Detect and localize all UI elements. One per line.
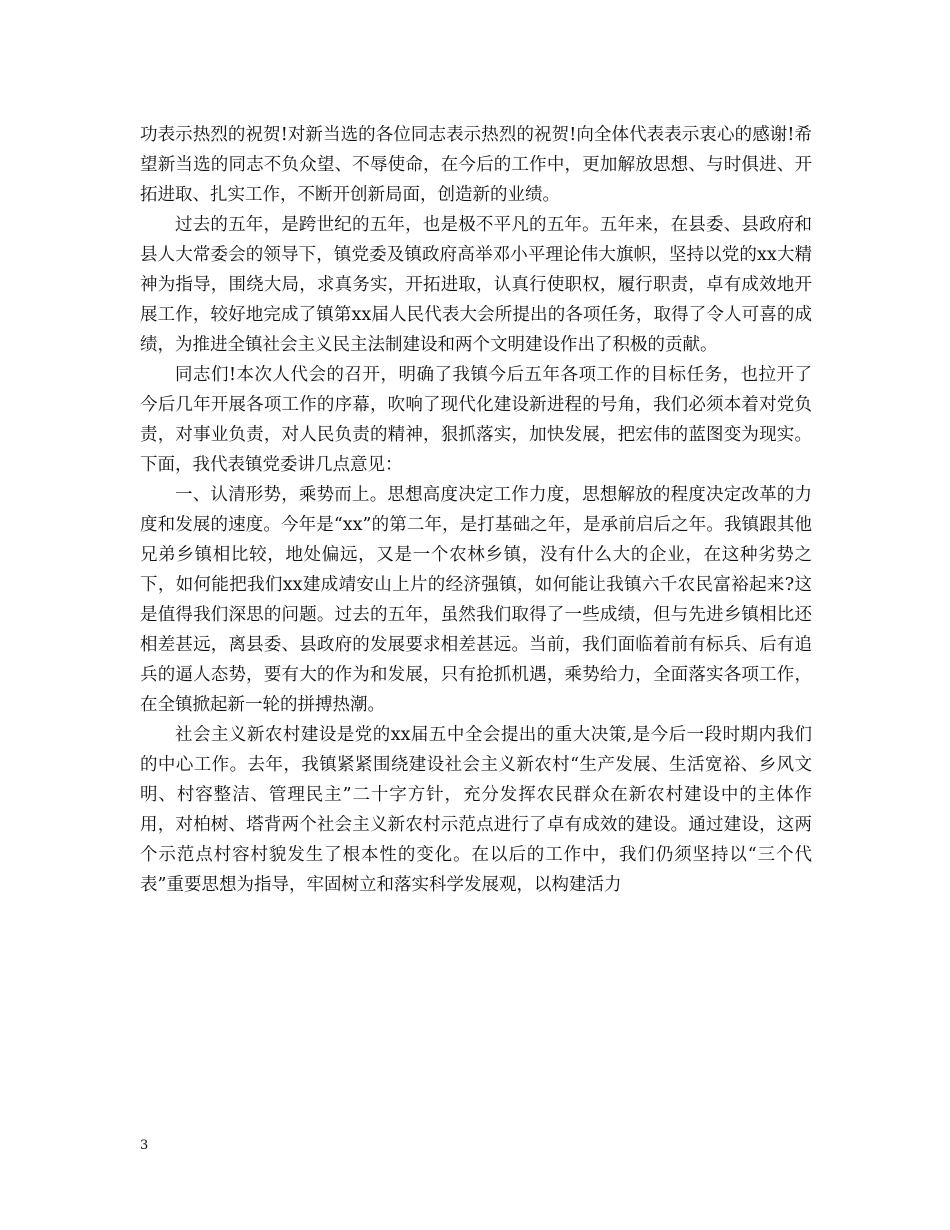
paragraph: 社会主义新农村建设是党的xx届五中全会提出的重大决策,是今后一段时期内我们的中心工作。去年，我镇紧紧围绕建设社会主义新农村“生产发展、生活宽裕、乡风文明、村容整洁、管理民主”二十字方针，充分发挥农民群众在新农村建设中的主体作用，对柏树、塔背两个社会主义新农村示范点进行了卓有成效的建设。通过建设，这两个示范点村容村貌发生了根本性的变化。在以后的工作中，我们仍须坚持以“三个代表”重要思想为指导，牢固树立和落实科学发展观，以构建活力 [140, 725, 812, 895]
paragraph: 过去的五年，是跨世纪的五年，也是极不平凡的五年。五年来，在县委、县政府和县人大常委会的领导下，镇党委及镇政府高举邓小平理论伟大旗帜，坚持以党的xx大精神为指导，围绕大局，求真务实，开拓进取，认真行使职权，履行职责，卓有成效地开展工作，较好地完成了镇第xx届人民代表大会所提出的各项任务，取得了令人可喜的成绩，为推进全镇社会主义民主法制建设和两个文明建设作出了积极的贡献。 [140, 215, 812, 355]
paragraph: 同志们!本次人代会的召开，明确了我镇今后五年各项工作的目标任务，也拉开了今后几年开展各项工作的序幕，吹响了现代化建设新进程的号角，我们必须本着对党负责，对事业负责，对人民负责的精神，狠抓落实，加快发展，把宏伟的蓝图变为现实。下面，我代表镇党委讲几点意见： [140, 365, 812, 475]
document-body [140, 120, 812, 900]
paragraph-continuation: 功表示热烈的祝贺!对新当选的各位同志表示热烈的祝贺!向全体代表表示衷心的感谢!希望新当选的同志不负众望、不辱使命，在今后的工作中，更加解放思想、与时俱进、开拓进取、扎实工作，不断开创新局面，创造新的业绩。 [140, 125, 812, 205]
page-number: 3 [140, 1138, 149, 1153]
paragraph: 一、认清形势，乘势而上。思想高度决定工作力度，思想解放的程度决定改革的力度和发展的速度。今年是“xx”的第二年，是打基础之年，是承前启后之年。我镇跟其他兄弟乡镇相比较，地处偏远，又是一个农林乡镇，没有什么大的企业，在这种劣势之下，如何能把我们xx建成靖安山上片的经济强镇，如何能让我镇六千农民富裕起来?这是值得我们深思的问题。过去的五年，虽然我们取得了一些成绩，但与先进乡镇相比还相差甚远，离县委、县政府的发展要求相差甚远。当前，我们面临着前有标兵、后有追兵的逼人态势，要有大的作为和发展，只有抢抓机遇，乘势给力，全面落实各项工作，在全镇掀起新一轮的拼搏热潮。 [140, 485, 812, 715]
